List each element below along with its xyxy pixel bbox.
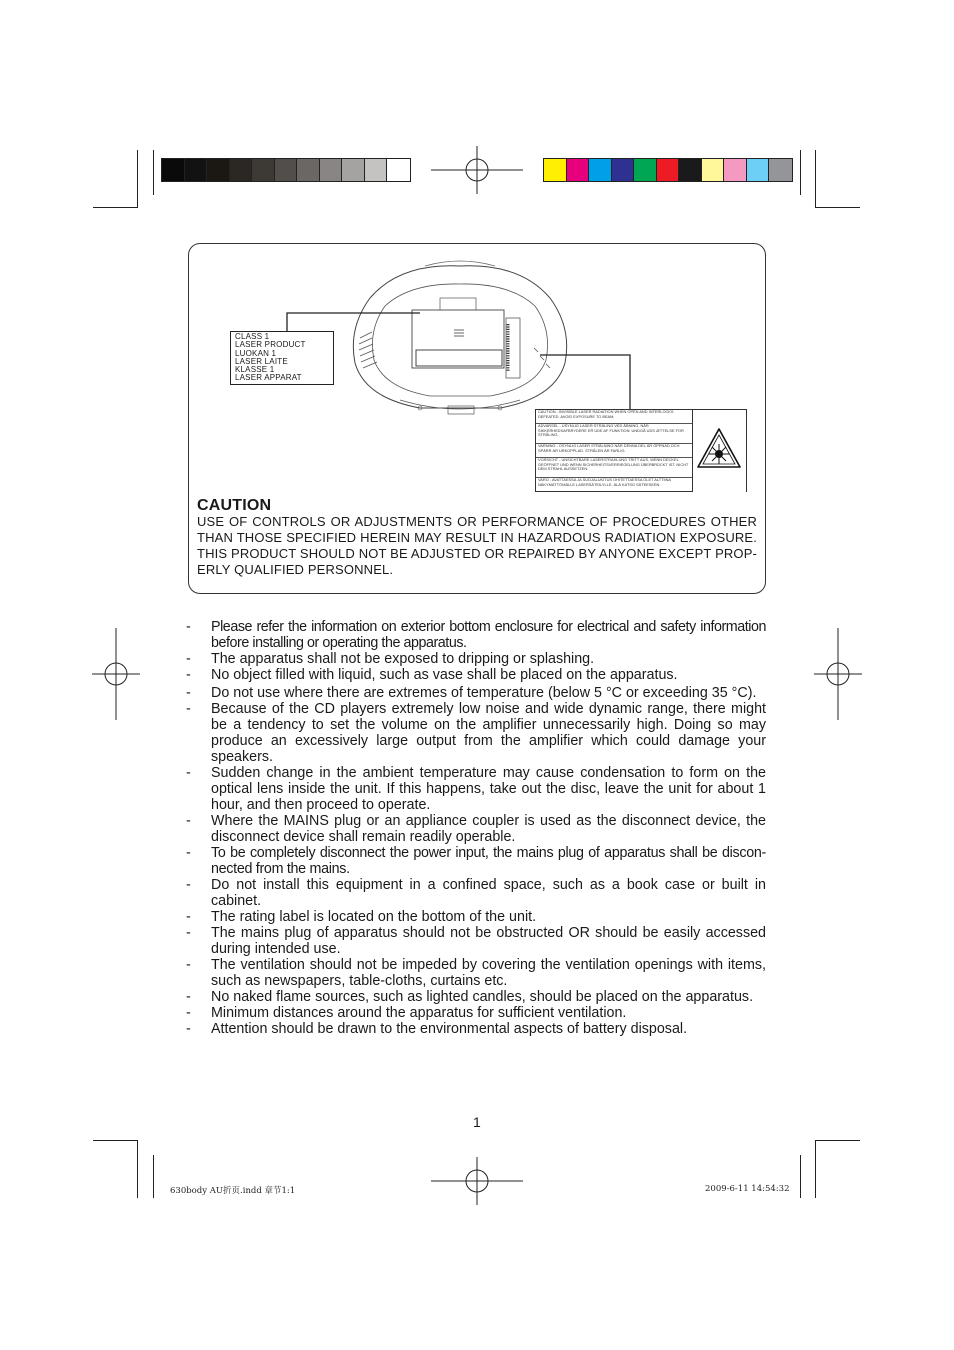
gray-color-bar (161, 158, 411, 182)
color-swatch (679, 159, 702, 181)
color-swatch (612, 159, 635, 181)
list-item (186, 845, 766, 877)
list-item-text: Please refer the information on exterior bottom enclosure for electrical and safety information before installing or operating the apparatus. (211, 619, 766, 651)
list-item (186, 957, 766, 989)
bullet-dash: - (186, 845, 191, 861)
laser-label-line: LUOKAN 1 (235, 348, 277, 358)
laser-label-line: LASER APPARAT (235, 373, 302, 383)
color-swatch (589, 159, 612, 181)
color-swatch (185, 159, 208, 181)
page-number: 1 (473, 1114, 481, 1130)
list-item (186, 667, 766, 683)
list-item (186, 765, 766, 813)
color-swatch (365, 159, 388, 181)
slug-timestamp: 2009-6-11 14:54:32 (705, 1184, 790, 1194)
color-swatch (634, 159, 657, 181)
color-swatch (252, 159, 275, 181)
laser-warning-label (535, 409, 693, 492)
list-item (186, 909, 766, 925)
crop-mark (137, 1140, 138, 1198)
list-item (186, 813, 766, 845)
process-color-bar (543, 158, 793, 182)
color-swatch (297, 159, 320, 181)
bullet-dash: - (186, 701, 191, 717)
list-item (186, 1021, 766, 1037)
list-item-text: Where the MAINS plug or an appliance coupler is used as the disconnect device, the disconnect device shall remain readily operable. (211, 813, 766, 845)
color-swatch (275, 159, 298, 181)
bullet-dash: - (186, 1021, 191, 1037)
color-swatch (230, 159, 253, 181)
registration-mark-icon (431, 1157, 523, 1205)
color-swatch (724, 159, 747, 181)
warning-text: CAUTION - INVISIBLE LASER RADIATION WHEN OPEN AND INTERLOCKS DEFEATED. AVOID EXPOSURE TO BEAM. (536, 410, 692, 424)
color-swatch (747, 159, 770, 181)
list-item-text: No object filled with liquid, such as vase shall be placed on the apparatus. (211, 667, 678, 683)
registration-mark-icon (431, 146, 523, 194)
crop-mark (153, 1155, 154, 1198)
registration-mark-icon (92, 628, 140, 720)
laser-label-line: KLASSE 1 (235, 365, 275, 375)
crop-mark (815, 1140, 860, 1141)
list-item (186, 925, 766, 957)
bullet-dash: - (186, 1005, 191, 1021)
warning-text: VORSICHT - UNSICHTBARE LASERSTRAHLUNG TRITT AUS, WENN DECKEL GEÖFFNET UND WENN SICHERHEITSVERRIEGELUNG ÜBERBRÜCKT IST. NICHT DEM STRAHL AUSSETZEN. (536, 458, 692, 478)
crop-mark (137, 150, 138, 208)
warning-text: ADVARSEL - USYNLIG LASER STRÅLING VED ÅBNING, NÅR SIKKERHEDSAFBRYDERE ER UDE AF FUNKTION. UNDGÅ UDS ÆTTELSE FOR STRÅLING. (536, 424, 692, 444)
crop-mark (815, 1140, 816, 1198)
list-item-text: The apparatus shall not be exposed to dripping or splashing. (211, 651, 595, 667)
registration-mark-icon (814, 628, 862, 720)
list-item-text: Do not install this equipment in a confined space, such as a book case or built in cabinet. (211, 877, 766, 909)
bullet-dash: - (186, 909, 191, 925)
color-swatch (342, 159, 365, 181)
list-item (186, 651, 766, 667)
warning-text: VARO - AVATTAESSA JA SUOJALUKITUS OHITETTAESSA OLET ALTTIINA NÄKYMÄTTÖMÄLLE LASERSÄTEILYLLE. ÄLÄ KATSO SÄTEESEEN. (538, 478, 671, 487)
caution-title: CAUTION (197, 497, 272, 514)
list-item-text: Because of the CD players extremely low noise and wide dynamic range, there might be a tendency to set the volume on the amplifier unnecessarily high. Doing so may produce an excessively large output from the amplifier which could damage your speakers. (211, 701, 766, 765)
list-item-text: The rating label is located on the bottom of the unit. (211, 909, 537, 925)
bullet-dash: - (186, 619, 191, 635)
crop-mark (800, 1155, 801, 1198)
crop-mark (800, 150, 801, 195)
caution-body: USE OF CONTROLS OR ADJUSTMENTS OR PERFORMANCE OF PROCEDURES OTHER THAN THOSE SPECIFIED HEREIN MAY RESULT IN HAZARDOUS RADIATION EXPOSURE. THIS PRODUCT SHOULD NOT BE ADJUSTED OR REPAIRED BY ANYONE EXCEPT PROP-ERLY QUALIFIED PERSONNEL. (197, 514, 757, 577)
list-item (186, 701, 766, 765)
leader-lines (280, 310, 640, 420)
list-item-text: Do not use where there are extremes of temperature (below 5 °C or exceeding 35 °C). (211, 685, 757, 701)
list-item (186, 1005, 766, 1021)
list-item (186, 989, 766, 1005)
laser-label-line: LASER LAITE (235, 356, 288, 366)
color-swatch (567, 159, 590, 181)
crop-mark (93, 207, 138, 208)
laser-label-line: CLASS 1 (235, 332, 270, 341)
color-swatch (162, 159, 185, 181)
list-item-text: To be completely disconnect the power input, the mains plug of apparatus shall be discon-nected from the mains. (211, 845, 766, 877)
crop-mark (153, 150, 154, 195)
color-swatch (387, 159, 410, 181)
laser-hazard-icon (696, 427, 742, 469)
bullet-dash: - (186, 925, 191, 941)
list-item-text: The mains plug of apparatus should not be obstructed OR should be easily accessed during intended use. (211, 925, 766, 957)
bullet-dash: - (186, 957, 191, 973)
list-item-text: Attention should be drawn to the environmental aspects of battery disposal. (211, 1021, 688, 1037)
list-item-text: The ventilation should not be impeded by covering the ventilation openings with items, such as newspapers, table-cloths, curtains etc. (211, 957, 766, 989)
laser-class-label (230, 331, 334, 385)
slug-file-info: 630body AU折页.indd 章节1:1 (170, 1186, 296, 1196)
list-item-text: Minimum distances around the apparatus for sufficient ventilation. (211, 1005, 627, 1021)
warning-text: VARNING - OSYNLIG LASER STRÅLNING NÄR DENNA DEL ÄR ÖPPNAD OCH SPÄRR ÄR URKOPPLAD. STRÅLEN ÄR FARLIG. (536, 444, 692, 458)
color-swatch (702, 159, 725, 181)
bullet-dash: - (186, 989, 191, 1005)
color-swatch (657, 159, 680, 181)
bullet-dash: - (186, 813, 191, 829)
crop-mark (815, 207, 860, 208)
crop-mark (93, 1140, 138, 1141)
bullet-dash: - (186, 765, 191, 781)
safety-instructions-list (186, 619, 766, 1037)
bullet-dash: - (186, 651, 191, 667)
color-swatch (207, 159, 230, 181)
color-swatch (544, 159, 567, 181)
bullet-dash: - (186, 667, 191, 683)
color-swatch (769, 159, 792, 181)
list-item (186, 877, 766, 909)
bullet-dash: - (186, 685, 191, 701)
laser-label-line: LASER PRODUCT (235, 340, 306, 350)
list-item (186, 685, 766, 701)
color-swatch (320, 159, 343, 181)
bullet-dash: - (186, 877, 191, 893)
list-item (186, 619, 766, 651)
list-item-text: No naked flame sources, such as lighted candles, should be placed on the apparatus. (211, 989, 754, 1005)
list-item-text: Sudden change in the ambient temperature may cause condensation to form on the optical lens inside the unit. If this happens, take out the disc, leave the unit for about 1 hour, and then proceed to operate. (211, 765, 766, 813)
crop-mark (815, 150, 816, 208)
